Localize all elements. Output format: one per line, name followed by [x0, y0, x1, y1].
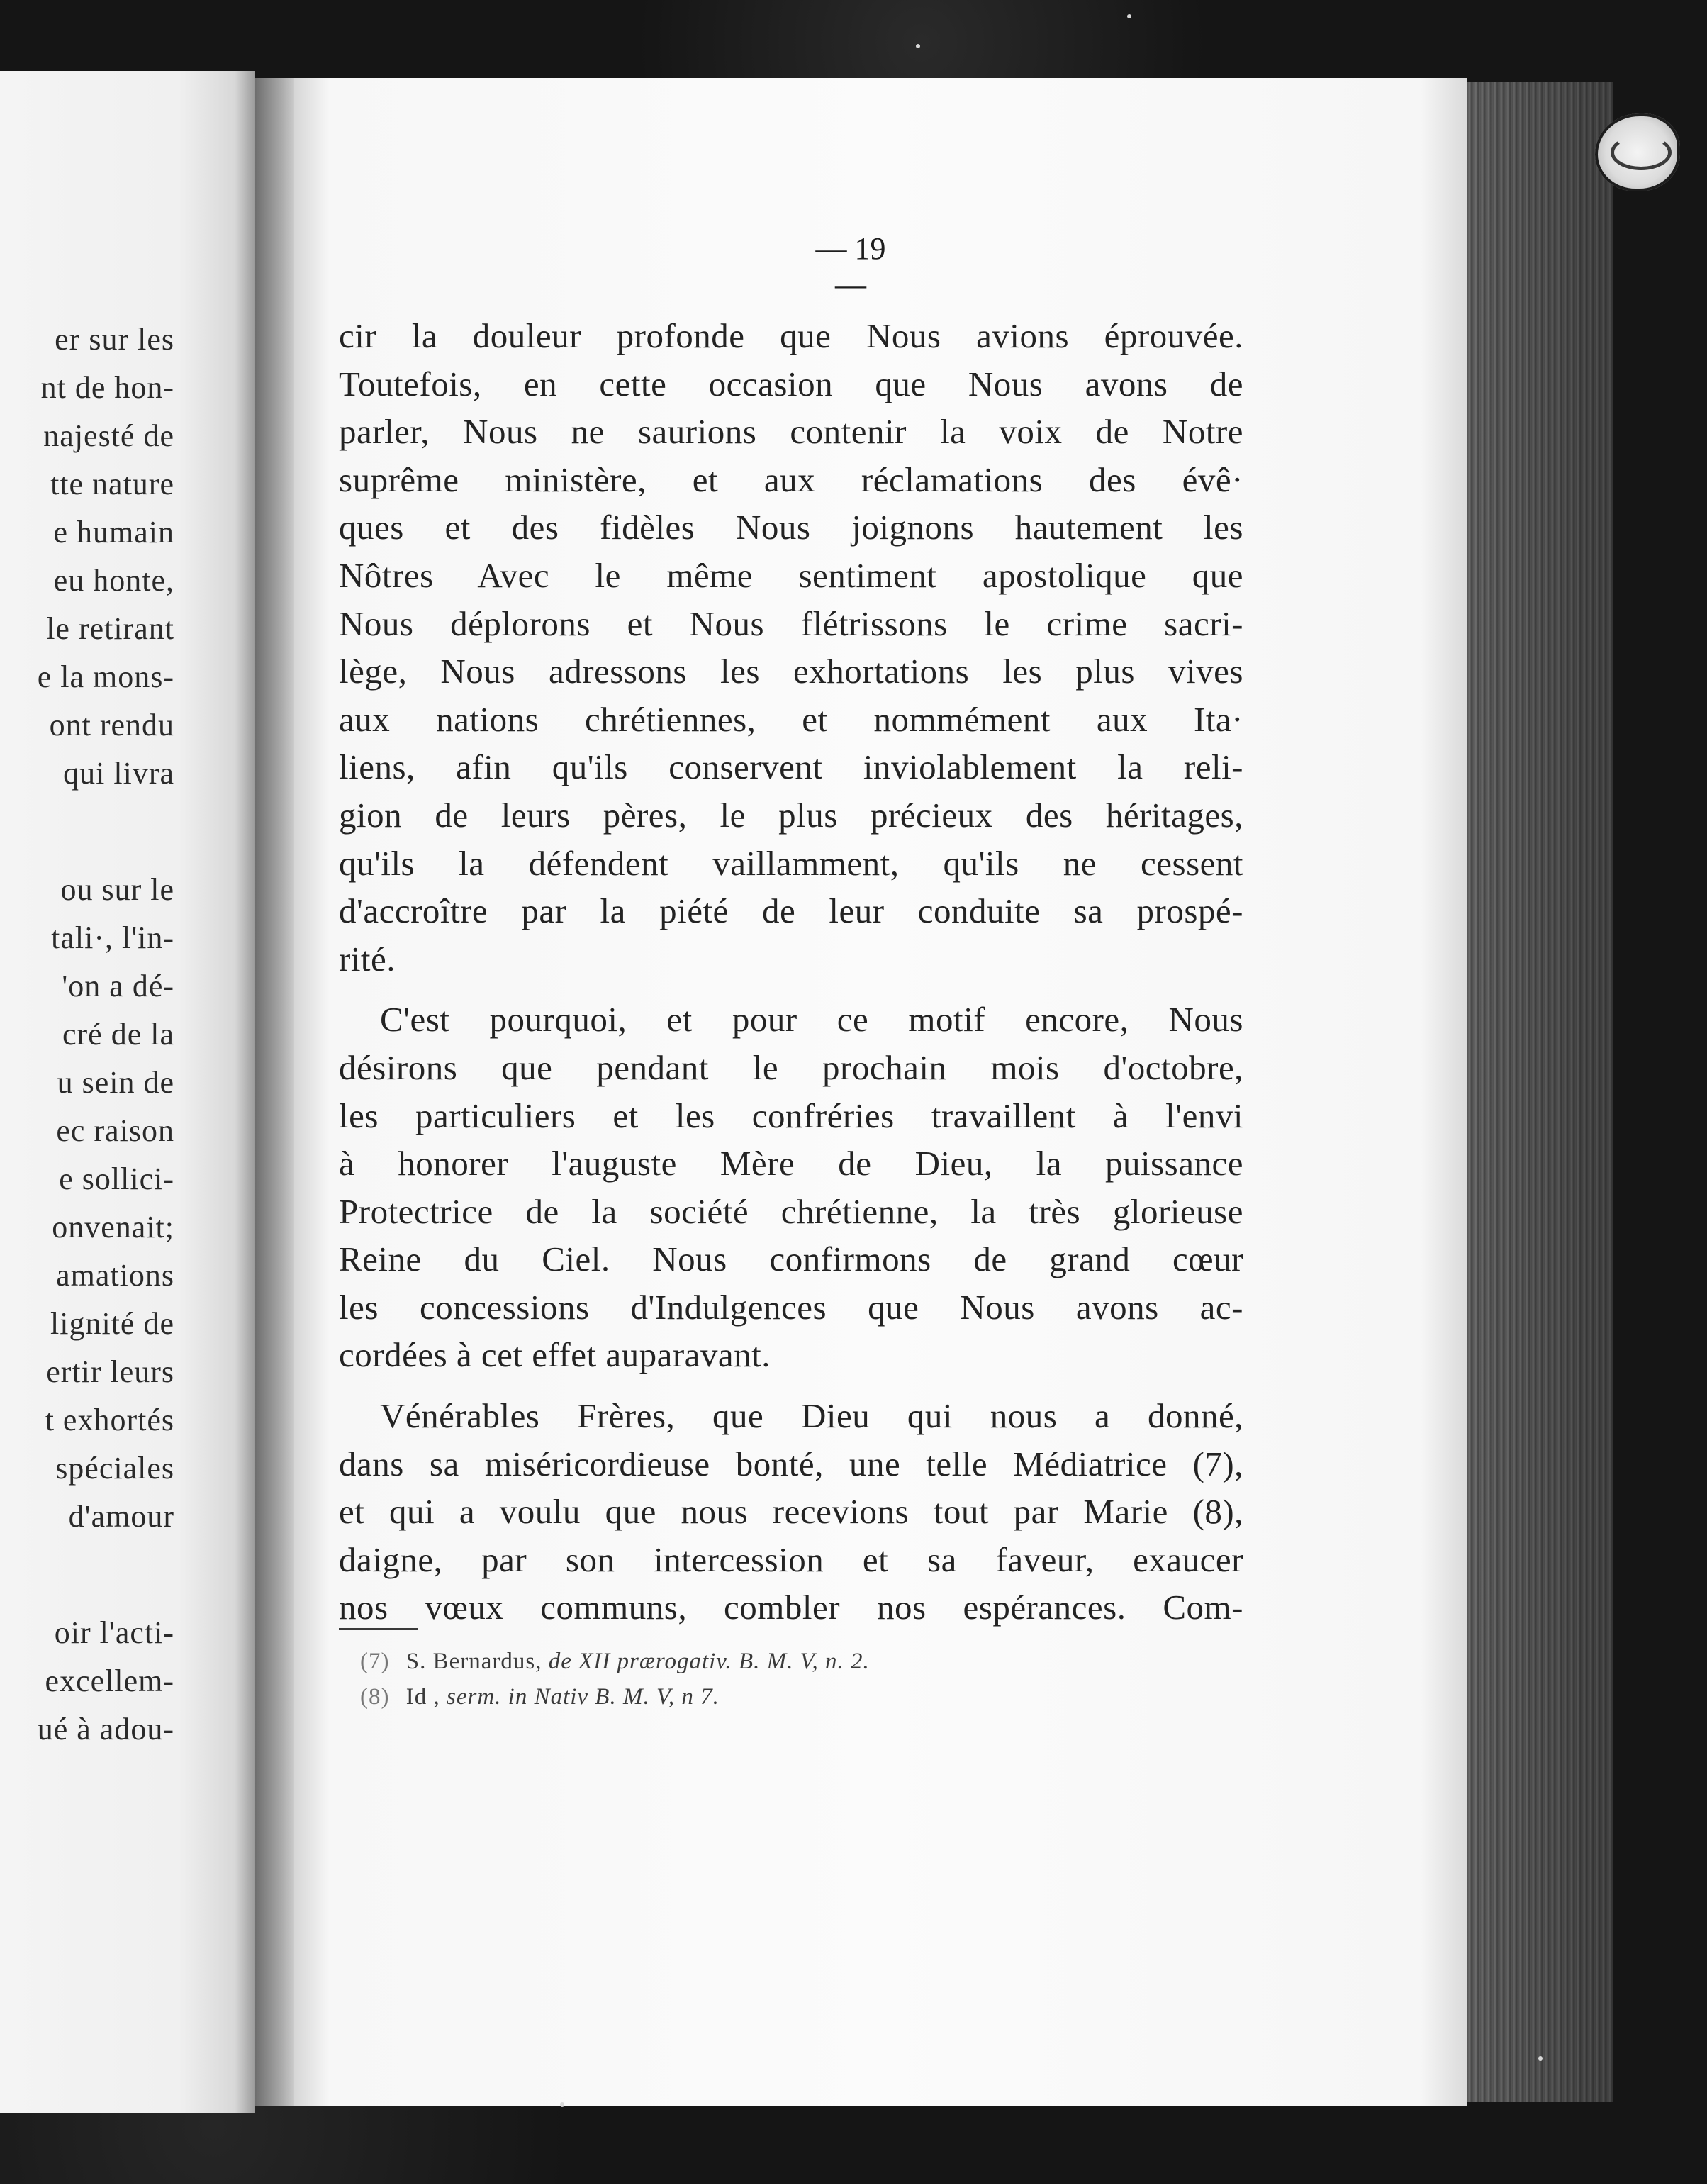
footnote-work: de XII prærogativ. B. M. V, n. 2. [548, 1649, 870, 1674]
footnote-mark: (8) [360, 1684, 390, 1710]
text-line: les concessions d'Indulgences que Nous avons ac- [339, 1287, 1243, 1327]
left-line: oir l'acti- [54, 1615, 174, 1650]
left-line: er sur les [55, 322, 174, 357]
scan-speck [560, 2102, 564, 2107]
left-line: lignité de [50, 1306, 174, 1341]
footnote-divider [339, 1628, 418, 1630]
left-line: onvenait; [52, 1210, 174, 1244]
footnote-author: S. Bernardus, [405, 1649, 542, 1674]
left-line: nt de hon- [40, 370, 174, 405]
footnote-7 [360, 1644, 1211, 1679]
main-text-block [339, 312, 1243, 1632]
left-line: ué à adou- [37, 1712, 174, 1746]
text-line: cir la douleur profonde que Nous avions éprouvée. [339, 316, 1243, 355]
left-line: 'on a dé- [62, 969, 174, 1003]
left-line: excellem- [45, 1664, 174, 1698]
text-line: daigne, par son intercession et sa faveur, exaucer [339, 1539, 1243, 1579]
text-line: d'accroître par la piété de leur conduite sa prospé- [339, 891, 1243, 931]
text-line: lège, Nous adressons les exhortations les plus vives [339, 652, 1243, 691]
text-line: Protectrice de la société chrétienne, la très glorieuse [339, 1191, 1243, 1231]
left-page [0, 71, 255, 2113]
left-line: d'amour [68, 1499, 174, 1534]
footnote-author: Id , [405, 1684, 440, 1710]
text-line: Vénérables Frères, que Dieu qui nous a donné, [380, 1396, 1243, 1436]
scan-speck [1127, 14, 1131, 18]
text-line: C'est pourquoi, et pour ce motif encore, Nous [380, 1000, 1243, 1040]
text-line: aux nations chrétiennes, et nommément aux Ita· [339, 699, 1243, 739]
text-line: et qui a voulu que nous recevions tout par Marie (8), [339, 1492, 1243, 1532]
page-number: — 19 — [815, 231, 886, 302]
text-line: à honorer l'auguste Mère de Dieu, la puissance [339, 1144, 1243, 1183]
library-stamp-icon [1595, 113, 1680, 191]
text-line: cordées à cet effet auparavant. [339, 1335, 771, 1375]
footnote-work: serm. in Nativ B. M. V, n 7. [446, 1684, 720, 1710]
text-line: dans sa miséricordieuse bonté, une telle Médiatrice (7), [339, 1444, 1243, 1483]
left-line: qui livra [63, 756, 174, 791]
left-line: e humain [53, 515, 174, 550]
text-line: Reine du Ciel. Nous confirmons de grand cœur [339, 1239, 1243, 1279]
text-line: qu'ils la défendent vaillamment, qu'ils ne cessent [339, 843, 1243, 883]
page-block-shade [1467, 82, 1613, 2102]
footnote-8 [360, 1679, 1211, 1715]
left-line: amations [56, 1258, 174, 1293]
left-line: tali·, l'in- [51, 920, 174, 955]
footnote-mark: (7) [360, 1649, 390, 1674]
left-line: le retirant [46, 611, 174, 646]
left-line: ont rendu [49, 708, 174, 742]
footnotes [360, 1644, 1211, 1715]
book-gutter [255, 78, 298, 2106]
text-line: Nous déplorons et Nous flétrissons le crime sacri- [339, 603, 1243, 643]
left-line: t exhortés [45, 1403, 174, 1437]
left-line: ou sur le [60, 872, 174, 907]
text-line: suprême ministère, et aux réclamations des évê· [339, 459, 1243, 499]
text-line: désirons que pendant le prochain mois d'octobre, [339, 1047, 1243, 1087]
text-line: parler, Nous ne saurions contenir la voix de Notre [339, 412, 1243, 452]
left-line-gap [0, 798, 174, 866]
left-page-text [0, 316, 174, 1754]
left-line: najesté de [43, 418, 174, 453]
text-line: rité. [339, 939, 396, 979]
scan-speck [916, 44, 920, 48]
text-line: liens, afin qu'ils conservent inviolablement la reli- [339, 747, 1243, 787]
scan-speck [1538, 2056, 1543, 2061]
left-line: spéciales [55, 1451, 174, 1486]
left-line-gap [0, 1541, 174, 1609]
left-line: e sollici- [59, 1161, 174, 1196]
text-line: ques et des fidèles Nous joignons hautement les [339, 508, 1243, 547]
left-line: ertir leurs [46, 1354, 174, 1389]
text-line: Toutefois, en cette occasion que Nous avons de [339, 364, 1243, 403]
text-line: Nôtres Avec le même sentiment apostolique que [339, 555, 1243, 595]
text-line: les particuliers et les confréries travaillent à l'envi [339, 1096, 1243, 1135]
left-line: ec raison [56, 1113, 174, 1148]
left-line: eu honte, [53, 563, 174, 598]
text-line: gion de leurs pères, le plus précieux des héritages, [339, 795, 1243, 835]
left-line: u sein de [57, 1065, 174, 1100]
text-line: nos vœux communs, combler nos espérances. Com- [339, 1588, 1243, 1627]
left-line: e la mons- [37, 659, 174, 694]
left-line: cré de la [62, 1017, 174, 1052]
left-line: tte nature [50, 467, 174, 501]
